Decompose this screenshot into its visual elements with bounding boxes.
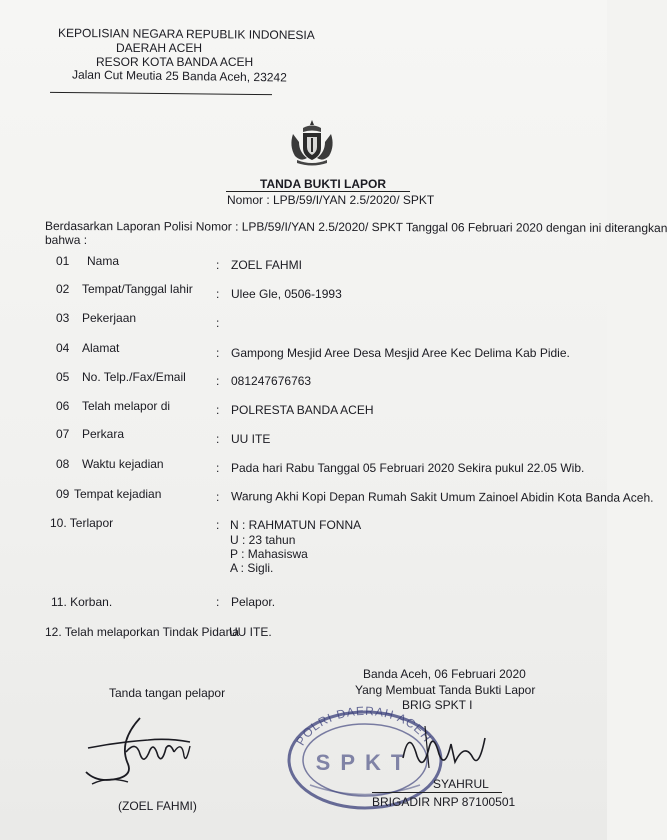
header-divider	[50, 92, 272, 95]
field-number: 01	[56, 254, 70, 268]
police-emblem-icon	[283, 118, 341, 166]
header-resor: RESOR KOTA BANDA ACEH	[96, 55, 254, 69]
tindak-value: UU ITE.	[229, 625, 272, 639]
korban-label: 11. Korban.	[51, 595, 113, 609]
field-label: Alamat	[82, 341, 120, 355]
terlapor-name: N : RAHMATUN FONNA	[230, 518, 362, 532]
tindak-label: 12. Telah melaporkan Tindak Pidana	[45, 625, 239, 639]
field-colon: :	[216, 490, 220, 504]
field-label: Tempat/Tanggal lahir	[82, 282, 193, 296]
field-colon: :	[216, 595, 220, 609]
field-colon: :	[216, 461, 220, 475]
intro-text-line1: Berdasarkan Laporan Polisi Nomor : LPB/59/I/YAN 2.5/2020/ SPKT Tanggal 06 Februari 2020 dengan ini diterangkan	[44, 218, 667, 236]
header-region: DAERAH ACEH	[116, 41, 203, 55]
field-number: 02	[56, 282, 70, 296]
sign-unit: BRIG SPKT I	[402, 698, 473, 712]
field-colon: :	[216, 374, 220, 388]
field-value: ZOEL FAHMI	[231, 258, 302, 272]
field-colon: :	[216, 432, 220, 446]
reporter-name: (ZOEL FAHMI)	[118, 799, 197, 813]
field-colon: :	[216, 258, 220, 272]
officer-rank-nrp: BRIGADIR NRP 87100501	[372, 795, 516, 809]
terlapor-address: A : Sigli.	[230, 561, 274, 575]
field-value: 081247676763	[231, 374, 312, 388]
field-value: Warung Akhi Kopi Depan Rumah Sakit Umum Zainoel Abidin Kota Banda Aceh.	[230, 489, 654, 505]
korban-value: Pelapor.	[231, 595, 276, 609]
field-label: Nama	[87, 254, 120, 268]
header-institution: KEPOLISIAN NEGARA REPUBLIK INDONESIA	[57, 25, 315, 43]
signature-reporter	[78, 712, 198, 792]
field-label: No. Telp./Fax/Email	[82, 370, 186, 384]
stamp-arc-text: POLRI DAERAH ACEH	[293, 703, 435, 748]
header-address: Jalan Cut Meutia 25 Banda Aceh, 23242	[71, 67, 287, 85]
field-label: Telah melapor di	[82, 399, 171, 413]
intro-text-line2: bahwa :	[45, 233, 88, 247]
field-number: 08	[56, 457, 70, 471]
field-number: 06	[56, 399, 70, 413]
field-number: 07	[56, 427, 70, 441]
field-colon: :	[216, 346, 220, 360]
sign-maker-title: Yang Membuat Tanda Bukti Lapor	[355, 683, 536, 697]
page-title: TANDA BUKTI LAPOR	[260, 177, 386, 191]
field-colon: :	[216, 316, 220, 330]
reporter-sign-caption: Tanda tangan pelapor	[109, 686, 226, 700]
field-value: Pada hari Rabu Tanggal 05 Februari 2020 Sekira pukul 22.05 Wib.	[231, 461, 585, 475]
field-value: Ulee Gle, 0506-1993	[231, 287, 342, 301]
stamp-center-text: SPKT	[315, 750, 415, 775]
field-label: Waktu kejadian	[82, 457, 164, 471]
title-underline	[226, 191, 410, 192]
field-colon: :	[216, 518, 220, 532]
field-number: 04	[56, 341, 70, 355]
field-value: POLRESTA BANDA ACEH	[231, 403, 374, 417]
signature-officer	[395, 718, 490, 778]
field-value: UU ITE	[231, 432, 271, 446]
report-number: Nomor : LPB/59/I/YAN 2.5/2020/ SPKT	[227, 193, 435, 207]
field-colon: :	[216, 403, 220, 417]
field-number: 03	[56, 311, 70, 325]
field-label: Perkara	[82, 427, 125, 441]
field-value: Gampong Mesjid Aree Desa Mesjid Aree Kec Delima Kab Pidie.	[231, 346, 570, 360]
terlapor-job: P : Mahasiswa	[230, 547, 308, 561]
field-label: Tempat kejadian	[74, 487, 162, 501]
terlapor-label: 10. Terlapor	[50, 516, 114, 530]
field-colon: :	[216, 287, 220, 301]
sign-place-date: Banda Aceh, 06 Februari 2020	[363, 667, 526, 681]
officer-name: SYAHRUL	[433, 777, 489, 791]
field-number: 05	[56, 370, 70, 384]
field-label: Pekerjaan	[82, 311, 137, 325]
officer-name-underline	[372, 792, 502, 793]
terlapor-age: U : 23 tahun	[230, 533, 296, 547]
field-number: 09	[56, 487, 70, 501]
